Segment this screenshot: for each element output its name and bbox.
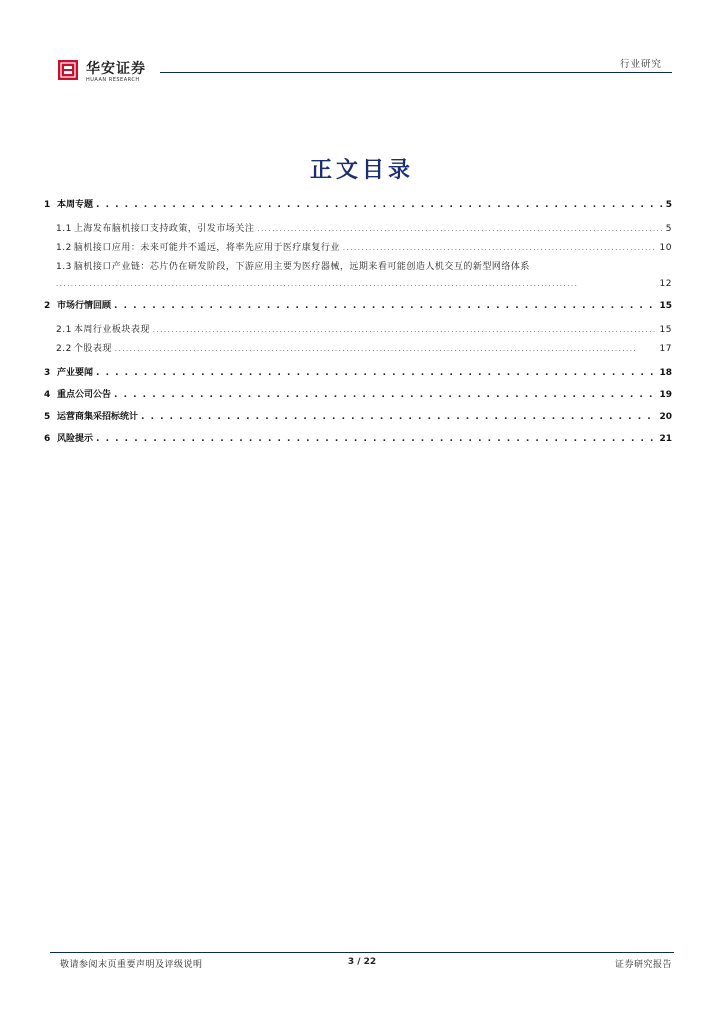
- toc-entry-number: 6: [44, 434, 51, 444]
- toc-entry-page: 18: [659, 368, 672, 378]
- toc-entry-number: 1: [44, 200, 51, 210]
- logo-name-cn: 华安证券: [86, 61, 146, 77]
- toc-entry-number: 2: [44, 301, 51, 311]
- toc-entry-4[interactable]: [44, 388, 672, 403]
- toc-entry-text: 市场行情回顾: [57, 301, 112, 311]
- toc-entry-number: 1.3: [56, 262, 72, 272]
- toc-entry-5[interactable]: [44, 410, 672, 425]
- page-number: 3 / 22: [347, 957, 377, 967]
- toc-entry-page: 19: [659, 390, 672, 400]
- toc-entry-number: 1.2: [56, 243, 72, 253]
- toc-entry-text: 脑机接口应用：未来可能并不遥远，将率先应用于医疗康复行业: [73, 243, 340, 253]
- toc-leader-dots: [257, 220, 662, 239]
- huaan-logo-icon: [58, 60, 78, 80]
- toc-entry-page: 20: [659, 412, 672, 422]
- toc-entry-1-1[interactable]: [44, 220, 672, 239]
- toc-entry-text: 风险提示: [57, 434, 94, 444]
- toc-entry-number: 2.2: [56, 344, 72, 354]
- toc-leader-dots: [114, 388, 656, 403]
- toc-entry-number: 5: [44, 412, 51, 422]
- toc-entry-number: 4: [44, 390, 51, 400]
- toc-entry-text: 本周专题: [57, 200, 94, 210]
- toc-entry-text: 个股表现: [73, 344, 112, 354]
- toc-entry-number: 3: [44, 368, 51, 378]
- toc-entry-6[interactable]: [44, 432, 672, 447]
- toc-entry-page: 12: [659, 279, 672, 289]
- toc-entry-page: 15: [659, 325, 672, 335]
- logo-name-en: HUAAN RESEARCH: [86, 77, 140, 83]
- toc-leader-dots: [96, 366, 656, 381]
- toc-entry-page: 21: [659, 434, 672, 444]
- toc-leader-dots: [96, 432, 656, 447]
- toc-entry-page: 15: [659, 301, 672, 311]
- toc-entry-text: 重点公司公告: [57, 390, 112, 400]
- toc-entry-page: 17: [659, 344, 672, 354]
- toc-leader-dots: [96, 198, 663, 213]
- footer-doc-type: 证券研究报告: [614, 960, 672, 970]
- footer-divider: [50, 952, 674, 953]
- table-of-contents: [44, 198, 672, 447]
- toc-entry-page: 5: [665, 224, 672, 234]
- toc-leader-dots: [56, 277, 657, 292]
- toc-entry-page: 10: [659, 243, 672, 253]
- toc-leader-dots: [141, 410, 656, 425]
- toc-entry-text: 产业要闻: [57, 368, 94, 378]
- toc-entry-2-1[interactable]: [44, 321, 672, 340]
- toc-entry-page: 5: [665, 200, 672, 210]
- toc-entry-text: 本周行业板块表现: [73, 325, 150, 335]
- toc-entry-3[interactable]: [44, 366, 672, 381]
- toc-title: 正文目录: [309, 157, 414, 183]
- toc-entry-text: 上海发布脑机接口支持政策，引发市场关注: [73, 224, 255, 234]
- toc-leader-dots: [343, 239, 657, 258]
- toc-entry-2[interactable]: [44, 299, 672, 314]
- toc-entry-1-2[interactable]: [44, 239, 672, 258]
- toc-entry-text: 脑机接口产业链：芯片仍在研发阶段，下游应用主要为医疗器械，远期来看可能创造人机交互的新型网络体系: [73, 262, 530, 272]
- report-type-label: 行业研究: [619, 59, 662, 70]
- toc-entry-2-2[interactable]: [44, 340, 672, 359]
- page-header: [0, 0, 724, 90]
- toc-leader-dots: [115, 340, 657, 359]
- toc-leader-dots: [153, 321, 657, 340]
- toc-leader-dots: [114, 299, 656, 314]
- header-divider: [160, 72, 672, 73]
- toc-entry-1[interactable]: [44, 198, 672, 213]
- toc-entry-number: 2.1: [56, 325, 72, 335]
- toc-entry-text: 运营商集采招标统计: [57, 412, 139, 422]
- toc-entry-number: 1.1: [56, 224, 72, 234]
- footer-disclaimer: 敬请参阅末页重要声明及评级说明: [60, 960, 203, 970]
- toc-entry-1-3[interactable]: [44, 258, 672, 277]
- toc-entry-1-3-continued[interactable]: [44, 277, 672, 292]
